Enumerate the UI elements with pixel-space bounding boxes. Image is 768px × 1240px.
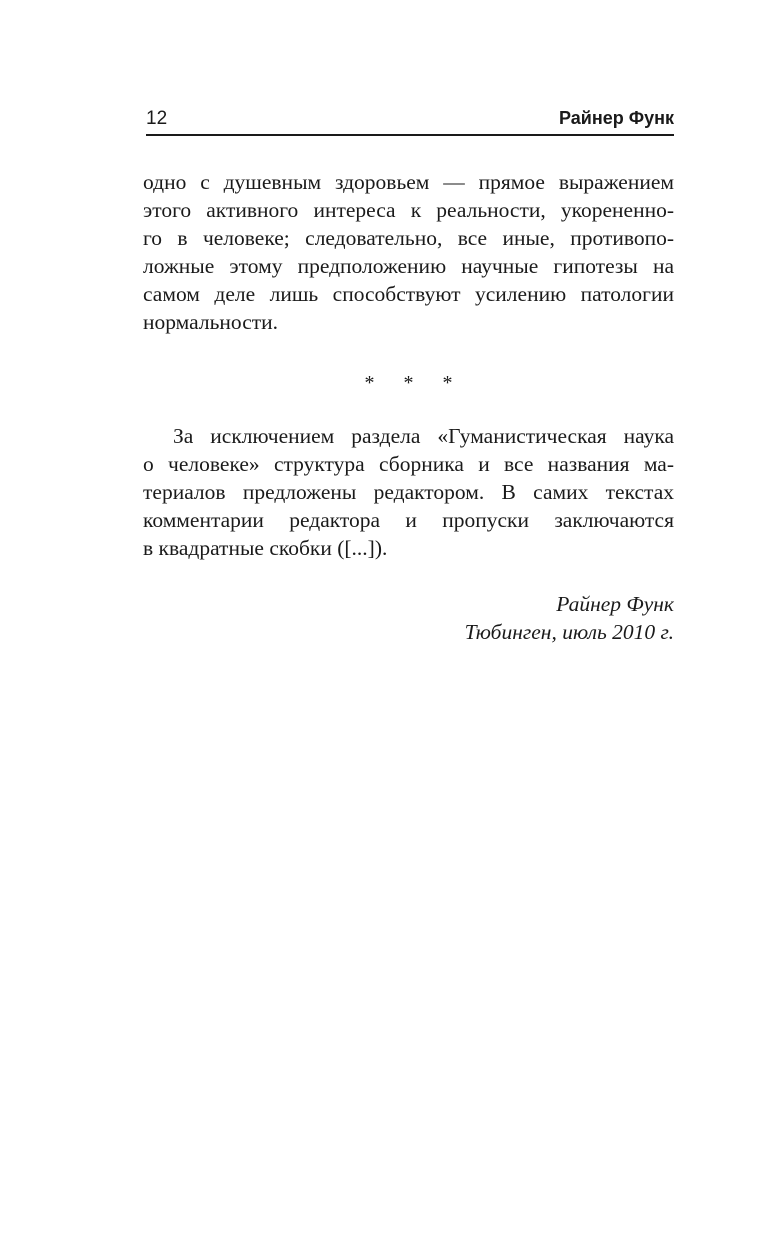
- section-separator: * * *: [364, 372, 465, 394]
- text-line: го в человеке; следовательно, все иные, противопо-: [143, 226, 674, 250]
- page-number: 12: [146, 108, 168, 129]
- text-line: комментарии редактора и пропуски заключаются: [143, 508, 674, 532]
- text-line: о человеке» структура сборника и все названия ма-: [143, 452, 674, 476]
- text-line: За исключением раздела «Гуманистическая наука: [173, 424, 674, 448]
- text-line: ложные этому предположению научные гипотезы на: [143, 254, 674, 278]
- text-line: териалов предложены редактором. В самих текстах: [143, 480, 674, 504]
- signature-place-date: Тюбинген, июль 2010 г.: [464, 620, 674, 644]
- signature-author: Райнер Функ: [556, 592, 674, 616]
- text-line: этого активного интереса к реальности, укорененно-: [143, 198, 674, 222]
- text-line: нормальности.: [143, 310, 279, 334]
- text-line: одно с душевным здоровьем — прямое выражением: [143, 170, 674, 194]
- running-head-author: Райнер Функ: [559, 108, 674, 128]
- page-header: [146, 106, 674, 136]
- text-line: в квадратные скобки ([...]).: [143, 536, 388, 560]
- paragraph-editorial-note: [143, 422, 674, 562]
- text-line: самом деле лишь способствуют усилению патологии: [143, 282, 674, 306]
- paragraph-continuation: [143, 168, 674, 336]
- signature-block: [465, 590, 674, 646]
